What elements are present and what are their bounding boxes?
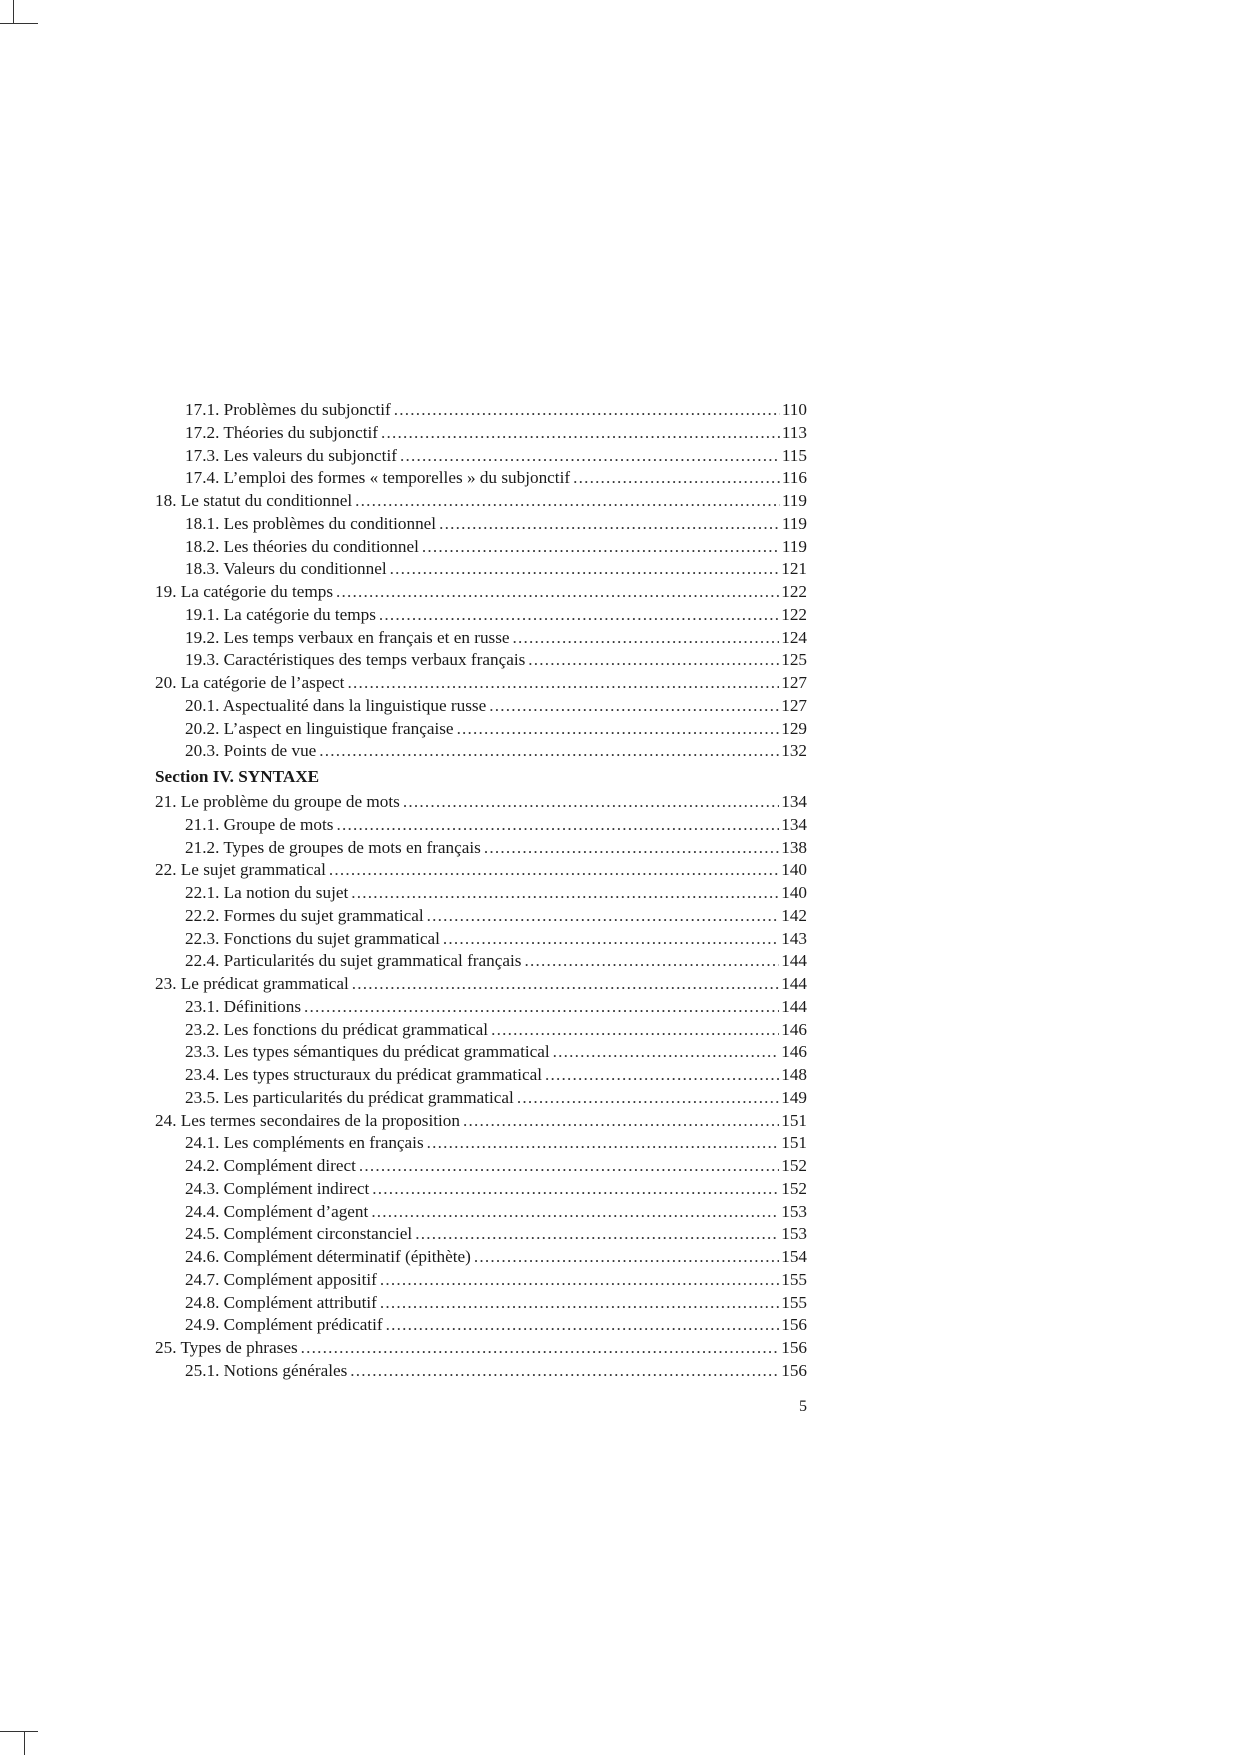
dot-leader — [545, 1064, 779, 1087]
toc-entry-label: La catégorie du temps — [223, 604, 376, 624]
toc-entry-title — [185, 1223, 412, 1246]
toc-entry-label: Complément appositif — [223, 1269, 377, 1289]
toc-entry-label: L’aspect en linguistique française — [223, 718, 454, 738]
toc-entry-title — [185, 1269, 377, 1292]
toc-entry — [155, 536, 807, 559]
toc-entry-title — [185, 1041, 550, 1064]
toc-entry — [155, 950, 807, 973]
table-of-contents — [155, 399, 807, 1383]
toc-entry-title — [185, 882, 348, 905]
toc-entry-label: Les temps verbaux en français et en russe — [223, 627, 510, 647]
toc-entry — [155, 1269, 807, 1292]
toc-entry — [155, 1155, 807, 1178]
toc-entry-title — [155, 672, 344, 695]
toc-entry-label: Complément indirect — [223, 1178, 370, 1198]
toc-entry-number: 21. — [155, 792, 177, 811]
toc-entry-title — [185, 1155, 356, 1178]
toc-entry-title — [185, 740, 316, 763]
toc-entry-title — [185, 1360, 347, 1383]
toc-entry-number: 23.3. — [185, 1042, 220, 1062]
toc-entry-number: 23.1. — [185, 996, 220, 1016]
toc-entry-label: Le prédicat grammatical — [180, 974, 349, 993]
toc-entry-label: Complément déterminatif (épithète) — [223, 1247, 471, 1266]
toc-entry-number: 24.2. — [185, 1156, 220, 1175]
toc-entry-title — [155, 1110, 460, 1133]
toc-entry — [155, 718, 807, 741]
dot-leader — [553, 1041, 780, 1064]
dot-leader — [422, 536, 780, 559]
toc-entry-label: Caractéristiques des temps verbaux français — [223, 650, 526, 670]
toc-entry — [155, 905, 807, 928]
toc-entry-page: 122 — [781, 582, 807, 601]
toc-entry-label: Les termes secondaires de la proposition — [180, 1110, 460, 1130]
toc-entry-page: 119 — [781, 513, 807, 533]
toc-entry — [155, 928, 807, 951]
toc-entry-label: Les types structuraux du prédicat grammatical — [223, 1065, 543, 1084]
toc-entry-number: 24.4. — [185, 1201, 220, 1221]
toc-entry-title — [185, 905, 424, 928]
toc-entry-page: 152 — [781, 1178, 807, 1198]
toc-entry — [155, 649, 807, 672]
toc-entry — [155, 859, 807, 882]
dot-leader — [427, 905, 780, 928]
section-heading: Section IV. SYNTAXE — [155, 767, 320, 786]
dot-leader — [380, 1292, 779, 1315]
toc-entry-page: 129 — [781, 718, 807, 738]
toc-entry — [155, 1201, 807, 1224]
toc-entry — [155, 791, 807, 814]
dot-leader — [319, 740, 779, 763]
toc-entry-title — [185, 695, 486, 718]
toc-entry-title — [185, 627, 510, 650]
dot-leader — [491, 1019, 779, 1042]
toc-entry — [155, 1087, 807, 1110]
dot-leader — [517, 1087, 779, 1110]
toc-entry-title — [185, 1132, 424, 1155]
dot-leader — [457, 718, 780, 741]
toc-entry-page: 155 — [781, 1292, 807, 1312]
toc-entry-page: 122 — [781, 604, 807, 624]
dot-leader — [386, 1314, 780, 1337]
toc-entry — [155, 695, 807, 718]
toc-entry-number: 22.3. — [185, 928, 220, 948]
toc-entry-number: 18.1. — [185, 513, 220, 533]
toc-entry-number: 24.5. — [185, 1224, 220, 1244]
toc-entry-label: Aspectualité dans la linguistique russe — [222, 695, 487, 715]
toc-entry-page: 140 — [781, 860, 807, 880]
toc-entry-page: 115 — [781, 445, 807, 465]
toc-entry-number: 19. — [155, 582, 177, 601]
toc-entry-number: 19.2. — [185, 627, 220, 647]
toc-entry — [155, 1132, 807, 1155]
dot-leader — [355, 490, 780, 513]
toc-entry-label: Théories du subjonctif — [223, 422, 379, 442]
toc-entry-number: 23.4. — [185, 1065, 220, 1084]
dot-leader — [489, 695, 779, 718]
toc-entry — [155, 882, 807, 905]
toc-entry-number: 24.6. — [185, 1247, 220, 1266]
toc-entry — [155, 1246, 807, 1269]
dot-leader — [351, 882, 779, 905]
toc-entry — [155, 837, 807, 860]
toc-entry-number: 18.3. — [185, 559, 220, 579]
toc-entry-label: Le sujet grammatical — [180, 860, 326, 880]
toc-entry — [155, 1110, 807, 1133]
toc-entry-number: 25. — [155, 1338, 177, 1357]
toc-entry — [155, 399, 807, 422]
dot-leader — [379, 604, 779, 627]
dot-leader — [359, 1155, 779, 1178]
toc-entry-number: 24.7. — [185, 1269, 220, 1289]
toc-entry — [155, 1178, 807, 1201]
toc-entry-label: Complément circonstanciel — [223, 1224, 413, 1244]
toc-entry-label: Valeurs du conditionnel — [223, 559, 387, 579]
toc-entry-page: 119 — [781, 491, 807, 510]
toc-entry-page: 151 — [781, 1110, 807, 1130]
toc-entry — [155, 490, 807, 513]
toc-entry-page: 142 — [781, 905, 807, 925]
toc-entry-number: 24.9. — [185, 1315, 220, 1335]
toc-entry-number: 24.8. — [185, 1292, 220, 1312]
toc-entry-label: Les problèmes du conditionnel — [223, 513, 437, 533]
toc-entry-title — [185, 928, 440, 951]
toc-entry-page: 148 — [781, 1065, 807, 1084]
toc-entry-page: 156 — [781, 1338, 807, 1357]
toc-entry-page: 151 — [781, 1133, 807, 1153]
toc-entry-number: 22.1. — [185, 883, 220, 902]
toc-entry-title — [185, 950, 521, 973]
dot-leader — [304, 996, 779, 1019]
toc-entry — [155, 422, 807, 445]
toc-entry-label: Les valeurs du subjonctif — [223, 445, 397, 465]
toc-entry-label: Complément direct — [223, 1156, 356, 1175]
toc-entry-label: Les types sémantiques du prédicat grammatical — [223, 1042, 550, 1062]
toc-entry-title — [185, 558, 387, 581]
toc-entry — [155, 1041, 807, 1064]
toc-entry-page: 119 — [781, 536, 807, 556]
toc-entry — [155, 604, 807, 627]
toc-entry — [155, 1064, 807, 1087]
dot-leader — [573, 467, 780, 490]
toc-entry — [155, 1337, 807, 1360]
toc-entry-title — [185, 604, 376, 627]
toc-entry-title — [185, 1292, 377, 1315]
toc-entry-label: Fonctions du sujet grammatical — [223, 928, 440, 948]
toc-entry-label: Points de vue — [223, 741, 317, 761]
toc-entry-label: Groupe de mots — [223, 814, 334, 834]
toc-entry-title — [185, 536, 419, 559]
toc-entry-label: Les théories du conditionnel — [223, 536, 419, 556]
toc-entry-label: La catégorie du temps — [180, 582, 334, 601]
crop-mark-top-horizontal — [0, 23, 38, 24]
toc-entry-title — [185, 1087, 514, 1110]
dot-leader — [463, 1110, 779, 1133]
toc-entry-label: Particularités du sujet grammatical français — [223, 951, 522, 971]
toc-entry-page: 156 — [781, 1360, 807, 1380]
toc-entry — [155, 445, 807, 468]
toc-entry-number: 18. — [155, 491, 177, 510]
dot-leader — [484, 837, 779, 860]
toc-entry-number: 20.1. — [185, 695, 220, 715]
dot-leader — [350, 1360, 779, 1383]
toc-entry-title — [155, 1337, 298, 1360]
toc-entry-title — [185, 513, 436, 536]
toc-entry-page: 143 — [781, 928, 807, 948]
dot-leader — [390, 558, 780, 581]
toc-entry-page: 146 — [781, 1019, 807, 1039]
dot-leader — [380, 1269, 779, 1292]
dot-leader — [372, 1178, 779, 1201]
toc-entry-label: Le statut du conditionnel — [180, 491, 353, 510]
toc-entry-number: 21.2. — [185, 837, 220, 857]
toc-entry-number: 22.2. — [185, 905, 220, 925]
toc-entry — [155, 973, 807, 996]
dot-leader — [427, 1132, 780, 1155]
page-number: 5 — [799, 1398, 807, 1415]
toc-entry — [155, 672, 807, 695]
dot-leader — [371, 1201, 779, 1224]
toc-entry-page: 155 — [781, 1269, 807, 1289]
dot-leader — [524, 950, 779, 973]
toc-entry-title — [185, 718, 454, 741]
toc-entry — [155, 1314, 807, 1337]
toc-entry-label: Les fonctions du prédicat grammatical — [223, 1019, 489, 1039]
toc-entry-label: La notion du sujet — [223, 883, 349, 902]
toc-entry-number: 23.5. — [185, 1087, 220, 1107]
toc-entry — [155, 814, 807, 837]
toc-entry-page: 121 — [781, 559, 807, 579]
toc-entry-title — [155, 581, 333, 604]
dot-leader — [474, 1246, 779, 1269]
toc-entry-label: Complément attributif — [223, 1292, 377, 1312]
toc-entry-number: 20. — [155, 673, 177, 692]
toc-entry-number: 17.2. — [185, 422, 220, 442]
toc-entry-page: 146 — [781, 1042, 807, 1062]
toc-entry-number: 21.1. — [185, 814, 220, 834]
dot-leader — [403, 791, 779, 814]
toc-entry-page: 110 — [781, 400, 807, 419]
toc-entry-title — [185, 445, 397, 468]
toc-entry-label: Les particularités du prédicat grammatical — [223, 1087, 514, 1107]
toc-entry-title — [155, 791, 400, 814]
toc-entry-page: 153 — [781, 1201, 807, 1221]
toc-entry — [155, 996, 807, 1019]
toc-entry-page: 134 — [781, 814, 807, 834]
toc-entry-page: 153 — [781, 1224, 807, 1244]
toc-entry-page: 124 — [781, 627, 807, 647]
toc-entry — [155, 1360, 807, 1383]
crop-mark-bottom-vertical — [24, 1731, 25, 1755]
toc-entry-page: 127 — [781, 695, 807, 715]
toc-entry-title — [155, 490, 352, 513]
toc-entry-number: 25.1. — [185, 1360, 220, 1380]
toc-entry-page: 144 — [781, 974, 807, 993]
toc-entry-label: Le problème du groupe de mots — [180, 792, 400, 811]
dot-leader — [336, 814, 779, 837]
dot-leader — [439, 513, 780, 536]
toc-entry-number: 17.1. — [185, 400, 220, 419]
toc-entry-title — [185, 649, 525, 672]
toc-entry-page: 127 — [781, 673, 807, 692]
toc-entry — [155, 558, 807, 581]
toc-entry-title — [185, 399, 391, 422]
dot-leader — [400, 445, 780, 468]
toc-entry-number: 22. — [155, 860, 177, 880]
toc-entry — [155, 627, 807, 650]
toc-entry — [155, 581, 807, 604]
toc-entry-page: 149 — [781, 1087, 807, 1107]
toc-entry-title — [155, 973, 349, 996]
crop-mark-bottom-horizontal — [0, 1731, 38, 1732]
toc-entry-title — [185, 1201, 368, 1224]
toc-entry-title — [155, 859, 326, 882]
toc-entry-number: 17.3. — [185, 445, 220, 465]
dot-leader — [336, 581, 779, 604]
toc-entry-number: 23. — [155, 974, 177, 993]
toc-entry-label: Complément d’agent — [223, 1201, 369, 1221]
toc-entry-label: Complément prédicatif — [223, 1315, 383, 1335]
toc-entry-title — [185, 467, 570, 490]
toc-entry-number: 17.4. — [185, 468, 220, 488]
toc-entry-number: 24.1. — [185, 1133, 220, 1153]
dot-leader — [347, 672, 779, 695]
toc-entry-title — [185, 1246, 471, 1269]
dot-leader — [381, 422, 780, 445]
crop-mark-top-vertical — [13, 0, 14, 24]
toc-entry — [155, 1019, 807, 1042]
dot-leader — [329, 859, 779, 882]
toc-entry — [155, 513, 807, 536]
toc-entry-page: 154 — [781, 1247, 807, 1266]
toc-entry-number: 20.3. — [185, 741, 220, 761]
toc-entry-number: 24. — [155, 1110, 177, 1130]
toc-entry-page: 152 — [781, 1156, 807, 1175]
toc-entry-title — [185, 996, 301, 1019]
toc-entry-label: Problèmes du subjonctif — [223, 400, 391, 419]
toc-entry-label: Types de groupes de mots en français — [223, 837, 481, 857]
toc-entry-number: 19.1. — [185, 604, 220, 624]
toc-entry-page: 125 — [781, 650, 807, 670]
dot-leader — [352, 973, 779, 996]
toc-entry-title — [185, 1064, 542, 1087]
toc-entry-label: Notions générales — [223, 1360, 348, 1380]
toc-entry-page: 132 — [781, 741, 807, 761]
toc-entry-number: 24.3. — [185, 1178, 220, 1198]
toc-entry-label: Les compléments en français — [223, 1133, 424, 1153]
dot-leader — [443, 928, 779, 951]
toc-entry-label: Définitions — [223, 996, 302, 1016]
toc-entry-page: 113 — [781, 422, 807, 442]
toc-entry — [155, 740, 807, 763]
toc-entry-page: 156 — [781, 1315, 807, 1335]
toc-entry-page: 134 — [781, 792, 807, 811]
dot-leader — [301, 1337, 780, 1360]
toc-entry-page: 116 — [781, 468, 807, 488]
toc-entry-label: La catégorie de l’aspect — [180, 673, 345, 692]
toc-entry — [155, 1292, 807, 1315]
toc-entry-label: L’emploi des formes « temporelles » du subjonctif — [223, 468, 571, 488]
toc-entry-number: 20.2. — [185, 718, 220, 738]
toc-entry-page: 144 — [781, 951, 807, 971]
toc-entry-label: Types de phrases — [180, 1338, 298, 1357]
toc-entry-number: 19.3. — [185, 650, 220, 670]
toc-entry-page: 138 — [781, 837, 807, 857]
toc-entry-page: 144 — [781, 996, 807, 1016]
toc-entry-number: 18.2. — [185, 536, 220, 556]
toc-entry-title — [185, 422, 378, 445]
toc-entry-title — [185, 1178, 369, 1201]
toc-entry-number: 22.4. — [185, 951, 220, 971]
toc-entry-title — [185, 837, 481, 860]
toc-entry — [155, 467, 807, 490]
toc-entry-label: Formes du sujet grammatical — [223, 905, 424, 925]
dot-leader — [415, 1223, 779, 1246]
toc-entry-title — [185, 1314, 383, 1337]
dot-leader — [394, 399, 780, 422]
toc-entry-number: 23.2. — [185, 1019, 220, 1039]
toc-entry-title — [185, 1019, 488, 1042]
dot-leader — [513, 627, 780, 650]
dot-leader — [528, 649, 779, 672]
toc-entry — [155, 1223, 807, 1246]
toc-entry-page: 140 — [781, 883, 807, 902]
toc-entry-title — [185, 814, 333, 837]
